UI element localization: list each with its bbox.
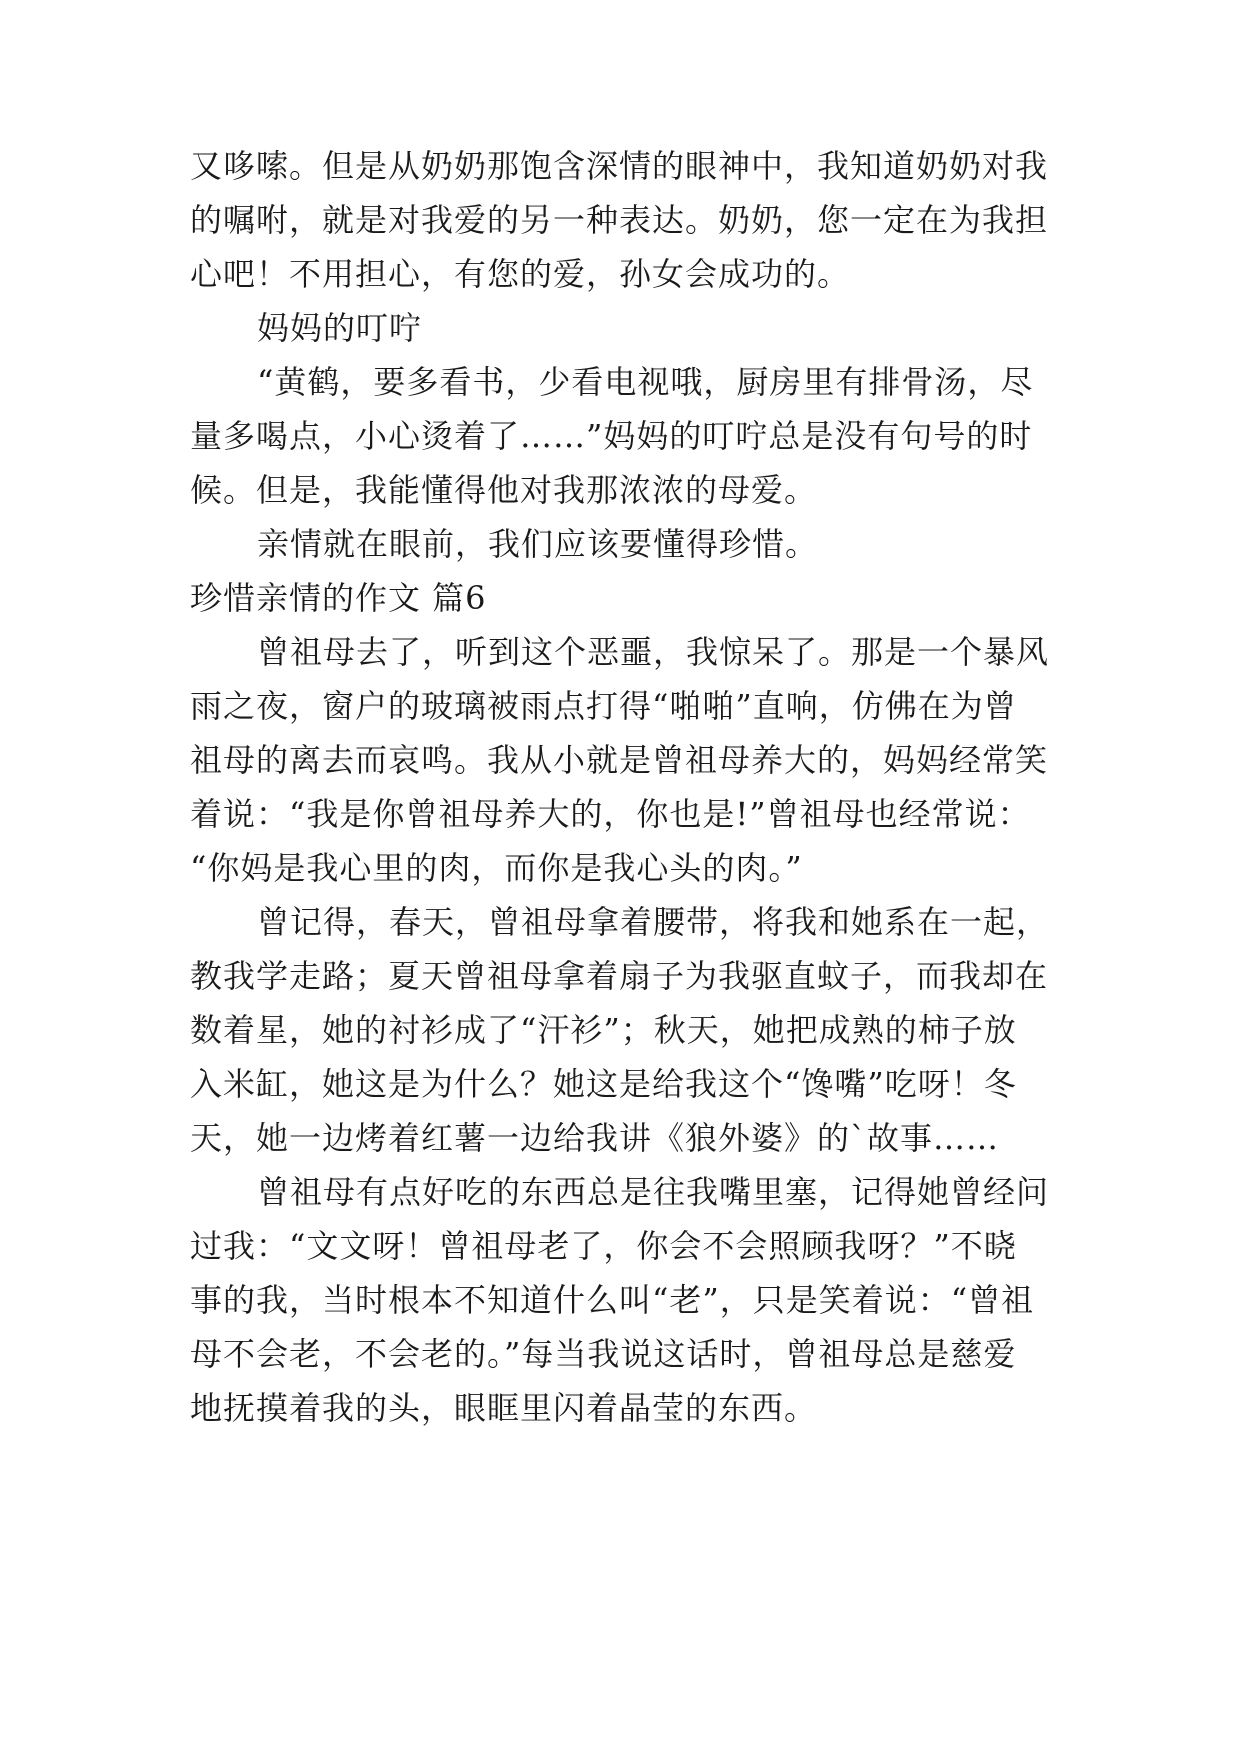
text-line: “黄鹤，要多看书，少看电视哦，厨房里有排骨汤，尽	[257, 363, 1034, 401]
section-heading: 妈妈的叮咛	[257, 309, 423, 347]
text-line: 曾记得，春天，曾祖母拿着腰带，将我和她系在一起，	[257, 903, 1050, 941]
text-line: 教我学走路；夏天曾祖母拿着扇子为我驱直蚊子，而我却在	[190, 957, 1049, 995]
text-line: 着说：“我是你曾祖母养大的，你也是!”曾祖母也经常说：	[190, 795, 1031, 833]
text-line: 亲情就在眼前，我们应该要懂得珍惜。	[257, 525, 819, 563]
text-line: 的嘱咐，就是对我爱的另一种表达。奶奶，您一定在为我担	[190, 201, 1049, 239]
text-line: 雨之夜，窗户的玻璃被雨点打得“啪啪”直响，仿佛在为曾	[190, 687, 1017, 725]
text-line: 候。但是，我能懂得他对我那浓浓的母爱。	[190, 471, 818, 509]
text-line: 又哆嗦。但是从奶奶那饱含深情的眼神中，我知道奶奶对我	[190, 147, 1049, 185]
text-line: 曾祖母有点好吃的东西总是往我嘴里塞，记得她曾经问	[257, 1173, 1050, 1211]
text-line: 事的我，当时根本不知道什么叫“老”，只是笑着说：“曾祖	[190, 1281, 1035, 1319]
text-line: 曾祖母去了，听到这个恶噩，我惊呆了。那是一个暴风	[257, 633, 1050, 671]
text-line: 母不会老，不会老的。”每当我说这话时，曾祖母总是慈爱	[190, 1335, 1017, 1373]
text-line: 地抚摸着我的头，眼眶里闪着晶莹的东西。	[190, 1389, 818, 1427]
text-line: “你妈是我心里的肉，而你是我心头的肉。”	[190, 849, 803, 887]
text-line: 天，她一边烤着红薯一边给我讲《狼外婆》的`故事……	[190, 1119, 1000, 1157]
text-line: 过我：“文文呀！曾祖母老了，你会不会照顾我呀？”不晓	[190, 1227, 1017, 1265]
text-line: 心吧！不用担心，有您的爱，孙女会成功的。	[190, 255, 851, 293]
essay-title: 珍惜亲情的作文 篇6	[190, 579, 487, 617]
text-line: 入米缸，她这是为什么？她这是给我这个“馋嘴”吃呀！冬	[190, 1065, 1017, 1103]
text-line: 数着星，她的衬衫成了“汗衫”；秋天，她把成熟的柿子放	[190, 1011, 1017, 1049]
text-line: 量多喝点，小心烫着了……”妈妈的叮咛总是没有句号的时	[190, 417, 1033, 455]
text-line: 祖母的离去而哀鸣。我从小就是曾祖母养大的，妈妈经常笑	[190, 741, 1049, 779]
